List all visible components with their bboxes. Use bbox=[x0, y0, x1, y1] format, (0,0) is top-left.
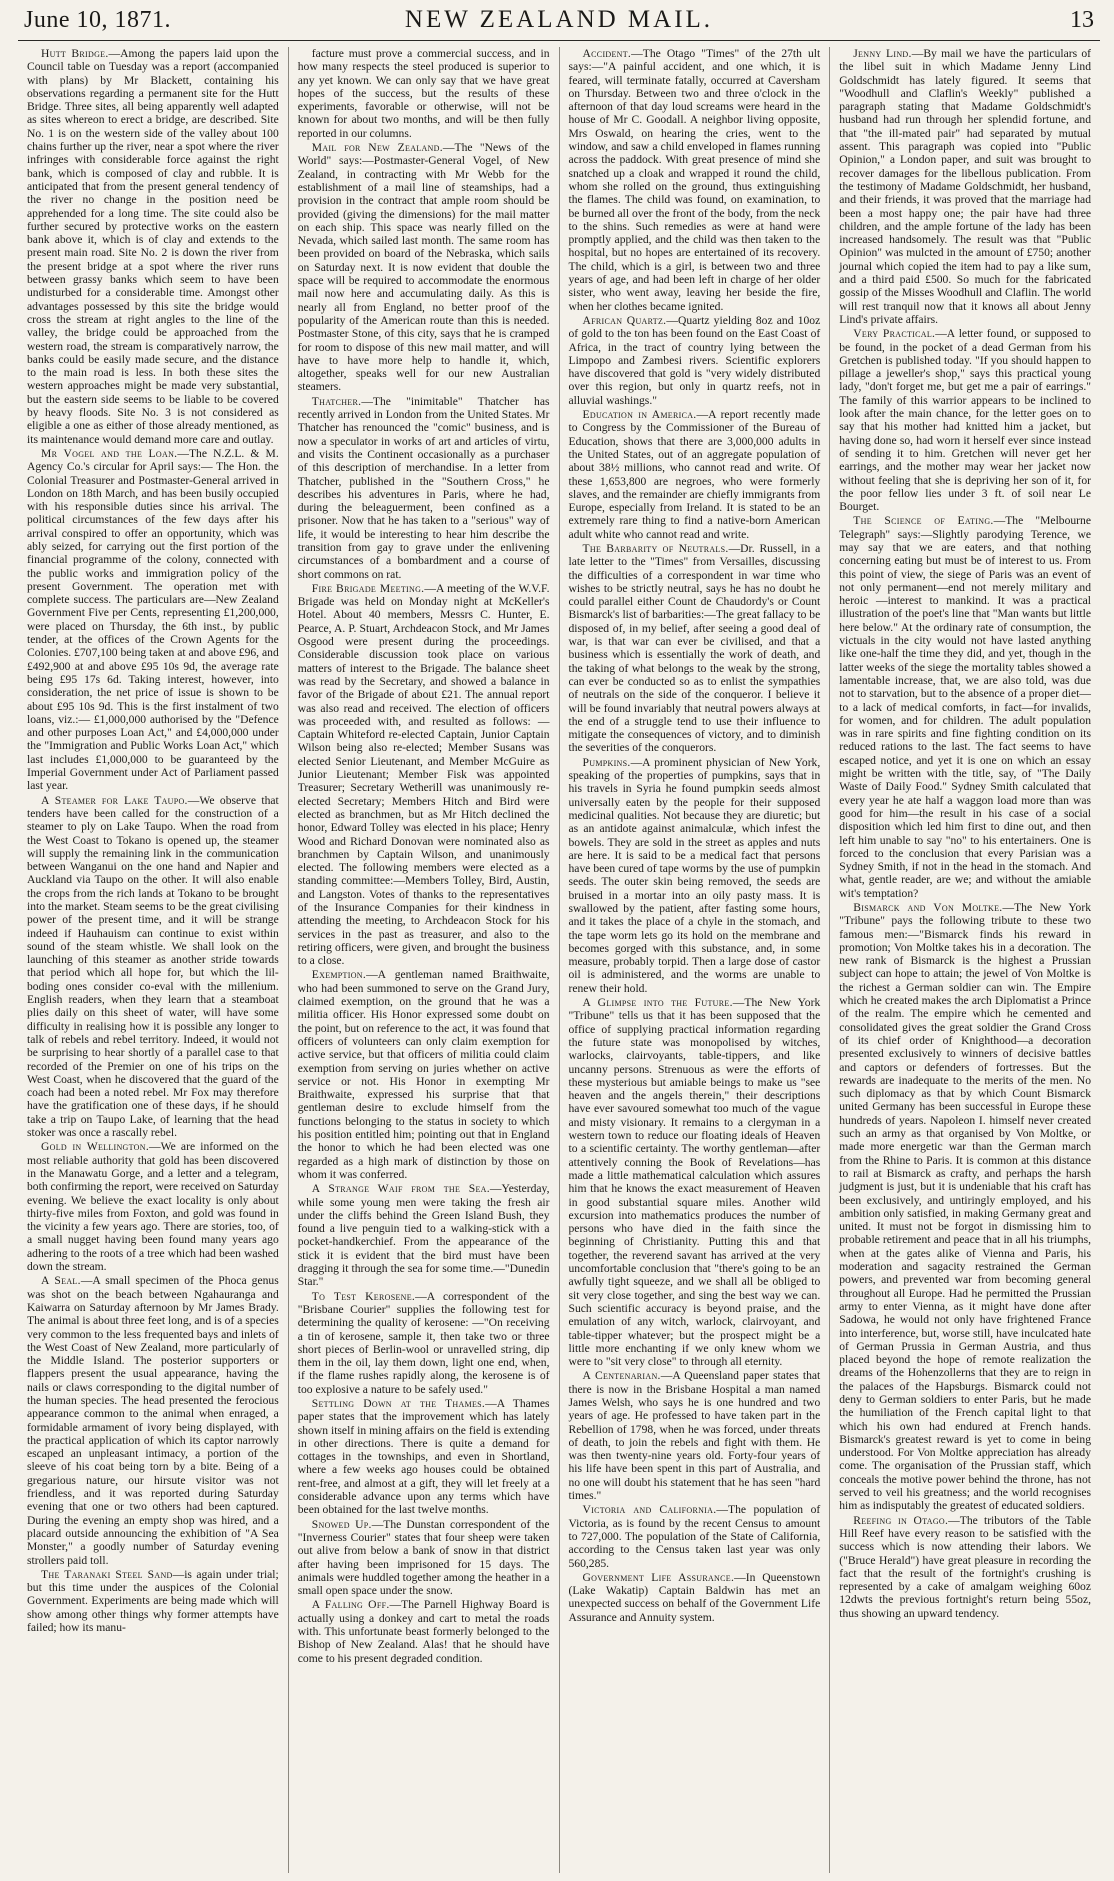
article: Education in America.—A report recently made to Congress by the Commissioner of the Bureau of Education, shows that there are 3,000,000 adults in the United States, out of an aggregate population of about 38½ millions, who cannot read and write. Of these 1,653,800 are negroes, who were formerly slaves, and the remainder are chiefly immigrants from Europe, especially from Ireland. It is stated to be an extremely rare thing to find a native-born American adult white who cannot read and write. bbox=[568, 408, 821, 541]
article-text: The Otago "Times" of the 27th ult says:—"A painful accident, and one which, it is feared, will terminate fatally, occurred at Caversham on Thursday. Between two and three o'clock in the afternoon of that day loud screams were heard in the house of Mr C. Goodall. A neighbor living opposite, Mrs Oswald, on hearing the cries, went to the window, and saw a child enveloped in flames running across the paddock. With great presence of mind she snatched up a cloak and wrapped it round the child, whom she rolled on the ground, thus extinguishing the flames. The child was found, on examination, to be burned all over the front of the body, from the neck to the shins. Such remedies as were at hand were promptly applied, and the child was then taken to the hospital, but no hopes are entertained of its recovery. The child, which is a girl, is between two and three years of age, and had been left in charge of her older sister, who went away, leaving her beside the fire, when her clothes became ignited. bbox=[568, 47, 821, 313]
article-text: The Dunstan correspondent of the "Inverness Courier" states that four sheep were taken out alive from below a bank of snow in that district after having been imprisoned for 15 days. The animals were huddled together among the heather in a small open space under the snow. bbox=[297, 1517, 550, 1598]
article-text: Quartz yielding 8oz and 10oz of gold to the ton has been found on the East Coast of Africa, in the tract of country lying between the Limpopo and Zambesi rivers. Scientific explorers have discovered that gold is "very widely distributed over this region, but only in quartz reefs, not in alluvial washings." bbox=[568, 313, 821, 407]
article: The Science of Eating.—The "Melbourne Telegraph" says:—Slightly parodying Terence, we may say that we are eaters, and that nothing concerning eating but must be of interest to us. From this point of view, the siege of Paris was an event of not only permanent—end not merely military and heroic —interest to mankind. It was a practical illustration of the poet's line that "Man wants but little here below." At the ordinary rate of consumption, the victuals in the city would not have lasted anything like one-half the time they did, and yet, though in the latter weeks of the siege the mortality tables showed a lamentable increase, that, we are also told, was due not to starvation, but to the absence of a proper diet—to a lack of medical comforts, in fact—for invalids, for women, and for children. The adult population was in rare spirits and fine fighting condition on its reduced rations to the last. The fact seems to have escaped notice, and yet it is one on which an essay might be written with the title, say, of "The Daily Waste of Daily Food." Sydney Smith calculated that every year he ate half a waggon load more than was good for him—the result in his case of a social disposition which led him first to dine out, and then left him unable to say "no" to his entertainers. One is forced to the conclusion that every Parisian was a Sydney Smith, if not in the head in the stomach. And what, gentle reader, are we; and without the amiable wit's temptation? bbox=[839, 514, 1091, 900]
text-column-1 bbox=[18, 47, 288, 1873]
article-heading: Fire Brigade Meeting. bbox=[311, 581, 425, 595]
article-heading: The Taranaki Steel Sand bbox=[41, 1567, 173, 1581]
article: Reefing in Otago.—The tributors of the Table Hill Reef have every reason to be satisfied with the success which is now attending their labors. We ("Bruce Herald") have great pleasure in recording the fact that the result of the fortnight's crushing is represented by a cake of amalgam weighing 60oz 12dwts the previous fortnight's return being 55oz, thus showing an upward tendency. bbox=[839, 1513, 1091, 1620]
article-heading: A Seal. bbox=[41, 1274, 81, 1288]
article: A Falling Off.—The Parnell Highway Board is actually using a donkey and cart to metal the roads with. This unfortunate beast formerly belonged to the Bishop of New Zealand. Alas! that he should have come to his present degraded condition. bbox=[297, 1598, 550, 1665]
article: Very Practical.—A letter found, or supposed to be found, in the pocket of a dead German from his Gretchen is published today. "If you should happen to pillage a jeweller's shop," says this practical young lady, "don't forget me, but get me a pair of earrings." The family of this warrior appears to be inclined to look after the main chance, for the letter goes on to say that his mother had knitted him a jacket, but having done so, had worn it herself ever since instead of sending it to him. Gretchen will never get her earrings, and the mother may wear her jacket now without feeling that she is depriving her son of it, for the poor fellow lies under 3 ft. of soil near Le Bourget. bbox=[839, 327, 1091, 514]
article-heading: Settling Down at the Thames. bbox=[311, 1396, 486, 1410]
article: A Strange Waif from the Sea.—Yesterday, while some young men were taking the fresh air under the cliffs behind the Green Island Bush, they found a live penguin tied to a walking-stick with a pocket-handkerchief. From the appearance of the stick it is evident that the bird must have been dragging it through the sea for some time.—"Dunedin Star." bbox=[297, 1182, 550, 1289]
article: Pumpkins.—A prominent physician of New York, speaking of the properties of pumpkins, says that in his travels in Syria he found pumpkin seeds almost universally eaten by the people for their supposed medicinal qualities. Not because they are diuretic; but as an antidote against animalculæ, which infest the bowels. They are sold in the street as apples and nuts are here. It is said to be a medical fact that persons have been cured of tape worms by the use of pumpkin seeds. The outer skin being removed, the seeds are bruised in a mortar into an oily pasty mass. It is swallowed by the patient, after fasting some hours, and it takes the place of a chyle in the stomach, and the tape worm lets go its hold on the membrane and becomes gorged with this substance, and, in some measure, probably torpid. Then a large dose of castor oil is administered, and the worms are unable to renew their hold. bbox=[568, 755, 821, 995]
article-text: The tributors of the Table Hill Reef have every reason to be satisfied with the success which is now attending their labors. We ("Bruce Herald") have great pleasure in recording the fact that the result of the fortnight's crushing is represented by a cake of amalgam weighing 60oz 12dwts the previous fortnight's return being 55oz, thus showing an upward tendency. bbox=[839, 1513, 1091, 1620]
article-heading: African Quartz. bbox=[582, 313, 667, 327]
article-heading: Thatcher. bbox=[311, 394, 362, 408]
newspaper-title: NEW ZEALAND MAIL. bbox=[404, 6, 714, 33]
article-text: A report recently made to Congress by the Commissioner of the Bureau of Education, shows that there are 3,000,000 adults in the United States, out of an aggregate population of about 38½ millions, who cannot read and write. Of these 1,653,800 are negroes, who were formerly slaves, and the remainder are chiefly immigrants from Europe, especially from Ireland. It is stated to be an extremely rare thing to find a native-born American adult white who cannot read and write. bbox=[568, 408, 821, 541]
article-text: Among the papers laid upon the Council table on Tuesday was a report (accompanied with plans) by Mr Blackett, containing his observations regarding a permanent site for the Hutt Bridge. Three sites, all being apparently well adapted as sites whereon to erect a bridge, are described. Site No. 1 is on the western side of the valley about 100 chains further up the river, near a spot where the river infringes with considerable force against the right bank, which is composed of clay and rubble. It is anticipated that from the present general tendency of the river no change in the position need be apprehended for a long time. The site could also be further secured by protective works on the eastern bank above it, which is of clay and extends to the present main road. Site No. 2 is down the river from the present bridge at a spot where the river runs between grassy banks which seem to have been undisturbed for a considerable time. Amongst other advantages possessed by this site the bridge would cross the stream at right angles to the line of the valley, the bridge could be approached from the western road, the stream is comparatively narrow, the banks could be easily made secure, and the distance to the main road is less. In both these sites the western approaches might be made very substantial, but the eastern side seems to be liable to be covered by heavy floods. Site No. 3 is not considered as eligible a one as either of those already mentioned, as its maintenance would demand more care and outlay. bbox=[27, 47, 279, 446]
article-text: A Queensland paper states that there is now in the Brisbane Hospital a man named James Welsh, who says he is one hundred and two years of age. He professed to have taken part in the Rebellion of 1798, when he was forced, under threats of death, to join the rebels and fight with them. He was then twenty-nine years old. Forty-four years of his life have been spent in this part of Australia, and no one will doubt his statement that he has seen "hard times." bbox=[568, 1369, 821, 1503]
article-heading: Very Practical. bbox=[853, 327, 936, 341]
article-heading: Pumpkins. bbox=[582, 755, 631, 769]
article-text: The "inimitable" Thatcher has recently arrived in London from the United States. Mr Thatcher has renounced the "comic" business, and is now a speculator in works of art and articles of virtu, and visits the Continent occasionally as a purchaser of this description of merchandise. In a letter from Thatcher, published in the "Southern Cross," he describes his adventures in Paris, where he had, during the beleaguerment, been confined as a prisoner. Now that he has taken to a "serious" way of life, it would be interesting to hear him describe the transition from gay to grave under the enlivening circumstances of a bombardment and a course of short commons on rat. bbox=[297, 394, 550, 581]
article-text: The N.Z.L. & M. Agency Co.'s circular for April says:— The Hon. the Colonial Treasurer and Postmaster-General arrived in London on 18th March, and has been busily occupied with his responsible duties since his arrival. The political circumstances of the few days after his arrival conspired to offer an opportunity, which was ably seized, for carrying out the first portion of the financial programme of the colony, connected with the public works and immigration policy of the present Government. The operation met with complete success. The particulars are—New Zealand Government Five per Cents, representing £1,200,000, were placed on Thursday, the 6th inst., by public tender, at the offices of the Crown Agents for the Colonies. £707,100 being taken at and above £96, and £492,900 at and above £95 10s 9d, the average rate being £95 17s 6d. Taking interest, however, into consideration, the net price of issue is shown to be about £95 10s 9d. This is the first instalment of two loans, viz.:— £1,000,000 authorised by the "Defence and other purposes Loan Act," and £4,000,000 under the "Immigration and Public Works Loan Act," which last includes £1,000,000 to be guaranteed by the Imperial Government under Act of Parliament passed last year. bbox=[27, 446, 279, 793]
article: To Test Kerosene.—A correspondent of the "Brisbane Courier" supplies the following test for determining the quality of kerosene: —"On receiving a tin of kerosene, sample it, then take two or three short pieces of Berlin-wool or unravelled string, dip them in the oil, lay them down, light one end, when, if the flame rushes rapidly along, the kerosene is of too explosive a nature to be safely used." bbox=[297, 1289, 550, 1396]
article-text: A correspondent of the "Brisbane Courier" supplies the following test for determining the quality of kerosene: —"On receiving a tin of kerosene, sample it, then take two or three short pieces of Berlin-wool or unravelled string, dip them in the oil, lay them down, light one end, when, if the flame rushes rapidly along, the kerosene is of too explosive a nature to be safely used." bbox=[297, 1289, 550, 1396]
article bbox=[298, 47, 550, 140]
article-text: The population of Victoria, as is found by the recent Census to amount to 727,000. The population of the State of California, according to the Census taken last year was only 560,285. bbox=[568, 1503, 821, 1570]
page-number: 13 bbox=[1070, 6, 1094, 33]
article: Accident.—The Otago "Times" of the 27th ult says:—"A painful accident, and one which, it is feared, will terminate fatally, occurred at Caversham on Thursday. Between two and three o'clock in the afternoon of that day loud screams were heard in the house of Mr C. Goodall. A neighbor living opposite, Mrs Oswald, on hearing the cries, went to the window, and saw a child enveloped in flames running across the paddock. With great presence of mind she snatched up a cloak and wrapped it round the child, whom she rolled on the ground, thus extinguishing the flames. The child was found, on examination, to be burned all over the front of the body, from the neck to the shins. Such remedies as were at hand were promptly applied, and the child was then taken to the hospital, but no hopes are entertained of its recovery. The child, which is a girl, is between two and three years of age, and had been left in charge of her older sister, who went away, leaving her beside the fire, when her clothes became ignited. bbox=[568, 47, 821, 313]
article-heading: Hutt Bridge. bbox=[41, 47, 109, 60]
article: Mr Vogel and the Loan.—The N.Z.L. & M. Agency Co.'s circular for April says:— The Hon. the Colonial Treasurer and Postmaster-General arrived in London on 18th March, and has been busily occupied with his responsible duties since his arrival. The political circumstances of the few days after his arrival conspired to offer an opportunity, which was ably seized, for carrying out the first portion of the financial programme of the colony, connected with the public works and immigration policy of the present Government. The operation met with complete success. The particulars are—New Zealand Government Five per Cents, representing £1,200,000, were placed on Thursday, the 6th inst., by public tender, at the offices of the Crown Agents for the Colonies. £707,100 being taken at and above £96, and £492,900 at and above £95 10s 9d, the average rate being £95 17s 6d. Taking interest, however, into consideration, the net price of issue is shown to be about £95 10s 9d. This is the first instalment of two loans, viz.:— £1,000,000 authorised by the "Defence and other purposes Loan Act," and £4,000,000 under the "Immigration and Public Works Loan Act," which last includes £1,000,000 to be guaranteed by the Imperial Government under Act of Parliament passed last year. bbox=[27, 446, 279, 793]
article: Gold in Wellington.—We are informed on the most reliable authority that gold has been discovered in the Manawatu Gorge, and a letter and a telegram, both confirming the report, were received on Saturday evening. We believe the exact locality is only about thirty-five miles from Foxton, and gold was found in the vicinity a few years ago. There are stories, too, of a small nugget having been found many years ago adhering to the roots of a tree which had been washed down the stream. bbox=[27, 1140, 279, 1274]
article-heading: Government Life Assurance. bbox=[582, 1570, 735, 1584]
article-text: A Thames paper states that the improvement which has lately shown itself in mining affairs on the field is extending in other directions. There is quite a demand for cottages in the townships, and even in Shortland, where a few weeks ago houses could be obtained rent-free, and almost at a gift, they will let freely at a considerable advance upon any terms which have been obtained for the last twelve months. bbox=[297, 1396, 550, 1517]
article: Hutt Bridge.—Among the papers laid upon the Council table on Tuesday was a report (accompanied with plans) by Mr Blackett, containing his observations regarding a permanent site for the Hutt Bridge. Three sites, all being apparently well adapted as sites whereon to erect a bridge, are described. Site No. 1 is on the western side of the valley about 100 chains further up the river, near a spot where the river infringes with considerable force against the right bank, which is composed of clay and rubble. It is anticipated that from the present general tendency of the river no change in the position need be apprehended for a long time. The site could also be further secured by protective works on the eastern bank above it, which is of clay and extends to the present main road. Site No. 2 is down the river from the present bridge at a spot where the river runs between grassy banks which seem to have been undisturbed for a considerable time. Amongst other advantages possessed by this site the bridge would cross the stream at right angles to the line of the valley, the bridge could be approached from the western road, the stream is comparatively narrow, the banks could be easily made secure, and the distance to the main road is less. In both these sites the western approaches might be made very substantial, but the eastern side seems to be liable to be covered by heavy floods. Site No. 3 is not considered as eligible a one as either of those already mentioned, as its maintenance would demand more care and outlay. bbox=[27, 47, 279, 446]
article: Fire Brigade Meeting.—A meeting of the W.V.F. Brigade was held on Monday night at McKeller's Hotel. About 40 members, Messrs C. Hunter, E. Pearce, A. P. Stuart, Archdeacon Stock, and Mr James Osgood were present during the proceedings. Considerable discussion took place on various matters of interest to the Brigade. The balance sheet was read by the Secretary, and showed a balance in favor of the Brigade of about £21. The annual report was also read and received. The election of officers was proceeded with, and resulted as follows: —Captain Whiteford re-elected Captain, Junior Captain Wilson being also re-elected; Member Susans was elected Senior Lieutenant, and Member McGuire as Junior Lieutenant; Member Fisk was appointed Treasurer; Secretary Wetherill was unanimously re-elected Secretary; Members Hitch and Bird were elected as branchmen, but as Mr Hitch declined the honor, Edward Tolley was elected in his place; Henry Wood and Richard Donovan were nominated also as branchmen by Captain Wilson, and unanimously elected. The following members were elected as a standing committee:—Members Tolley, Bird, Austin, and Langston. Votes of thanks to the representatives of the Insurance Companies for their kindness in attending the meeting, to Archdeacon Stock for his services in the past as treasurer, and also to the retiring officers, were given, and brought the business to a close. bbox=[297, 581, 550, 968]
article-text: Dr. Russell, in a late letter to the "Times" from Versailles, discussing the difficulties of a correspondent in war time who wishes to be strictly neutral, says he has no doubt he could parallel either Count de Chaudordy's or Count Bismarck's list of barbarities:—The great fallacy to be disposed of, in my belief, after seeing a good deal of war, is that war can ever be civilised, and that a business which is essentially the work of death, and the taking of what belongs to the weak by the strong, can ever be conducted so as to enlist the sympathies of neutrals on the side of the conqueror. I believe it will be found invariably that neutral powers always at the end of a struggle tend to use their influence to mitigate the consequences of victory, and to diminish the severities of the conquerors. bbox=[568, 541, 821, 755]
article-text: The New York "Tribune" tells us that it has been supposed that the office of supplying practical information regarding the future state was monopolised by witches, warlocks, clairvoyants, table-tippers, and like uncanny persons. Strenuous as were the efforts of these mysterious but amiable beings to make us "see heaven and the angels therein," their descriptions have ever savoured somewhat too much of the vague and misty visionary. It remains to a clergyman in a western town to reduce our floating ideals of Heaven to a scientific certainty. The worthy gentleman—after attentively conning the Book of Revelations—has made a little mathematical calculation which assures him that he knows the exact measurement of Heaven in good substantial square miles. Another wild excursion into mathematics produces the number of persons who have died in the faith since the beginning of Christianity. Putting this and that together, the reverend savant has arrived at the very uncomfortable conclusion that "there's going to be an awfully tight squeeze, and we shall all be obliged to sit very close together, and sing the best way we can. Such scientific accuracy is beyond praise, and the emulation of any witch, warlock, clairvoyant, and table-tipper whatever; but the prospect might be a little more enchanting if we only knew whom we were to "sit very close" to through all eternity. bbox=[568, 996, 821, 1369]
article-heading: Mr Vogel and the Loan. bbox=[41, 446, 178, 460]
article-text: By mail we have the particulars of the libel suit in which Madame Jenny Lind Goldschmidt has lately figured. It seems that "Woodhull and Claflin's Weekly" published a paragraph stating that Madame Goldschmidt's husband had run through her splendid fortune, and that "the ill-mated pair" had separated by mutual assent. This paragraph was copied into "Public Opinion," a London paper, and suit was brought to recover damages for the libellous publication. From the testimony of Madame Goldschmidt, her husband, and their friends, it was proved that the marriage had been a most happy one; the pair have had three children, and the ample fortune of the lady has been increased handsomely. The result was that "Public Opinion" was mulcted in the amount of £750; another journal which copied the item had to pay a like sum, and a third paid £500. So much for the fabricated gossip of the Misses Woodhull and Claflin. The world will rest tranquil now that it knows all about Jenny Lind's private affairs. bbox=[839, 47, 1091, 326]
article: Victoria and California.—The population of Victoria, as is found by the recent Census to amount to 727,000. The population of the State of California, according to the Census taken last year was only 560,285. bbox=[568, 1503, 821, 1570]
text-column-4 bbox=[829, 47, 1100, 1873]
article: Bismarck and Von Moltke.—The New York "Tribune" pays the following tribute to these two famous men:—"Bismarck finds his reward in promotion; Von Moltke takes his in a decoration. The new rank of Bismarck is the highest a Prussian subject can hope to attain; the jewel of Von Moltke is the richest a German soldier can win. The Empire which he created makes the arch Diplomatist a Prince of the realm. The empire which he cemented and consolidated gives the great soldier the Grand Cross of its chief order of Knighthood—a decoration presented exclusively to winners of decisive battles and captors or defenders of fortresses. But the rewards are inadequate to the merits of the men. No such diplomacy as that by which Count Bismarck united Germany has been successful in Europe these hundreds of years. Napoleon I. himself never created such an army as that organised by Von Moltke, or made more energetic war than the German march from the Rhine to Paris. It is common at this distance to rail at Bismarck as crafty, and perhaps the harsh judgment is just, but it is undeniable that his craft has been exclusively, and untiringly employed, and his ambition only satisfied, in making Germany great and united. It must not be forgot in dismissing him to probable retirement and peace that in all his triumphs, when at the gates alike of Vienna and Paris, his moderation and sagacity restrained the German powers, and prevented war from becoming general throughout all Europe. Had he permitted the Prussian army to enter Vienna, as it might have done after Sadowa, he would not only have frightened France into interference, but, worse still, have inculcated hate of German Prussia in German Austria, and thus placed beyond the hope of remote realization the dreams of the Hohenzollerns that they are to reign in the palaces of the Hapsburgs. Bismarck could not deny to German soldiers to enter Paris, but he made the humiliation of the French capital light to that which his own had endured at French hands. Bismarck's greatest reward is yet to come in being understood. For Von Moltke appreciation has already come. The organisation of the Prussian staff, which conceals the motive power behind the throne, has not served to veil his greatness; and the world recognises him as indisputably the greatest of educated soldiers. bbox=[839, 901, 1091, 1513]
article-heading: Reefing in Otago. bbox=[853, 1513, 949, 1527]
article-heading: Exemption. bbox=[311, 968, 367, 982]
article-heading: Jenny Lind. bbox=[853, 47, 912, 60]
masthead bbox=[18, 0, 1100, 41]
article-heading: Victoria and California. bbox=[582, 1503, 717, 1517]
article-text: In Queenstown (Lake Wakatip) Captain Baldwin has met an unexpected success on behalf of the Government Life Assurance and Annuity system. bbox=[568, 1570, 821, 1624]
article-text: facture must prove a commercial success, and in how many respects the steel produced is superior to any yet known. We can only say that we have great hopes of the success, but the results of these experiments, favorable or otherwise, will not be known for about two months, and will be then fully reported in our columns. bbox=[297, 47, 550, 140]
article-heading: Mail for New Zealand. bbox=[311, 141, 443, 155]
article-heading: The Barbarity of Neutrals. bbox=[582, 541, 729, 555]
article: Snowed Up.—The Dunstan correspondent of the "Inverness Courier" states that four sheep were taken out alive from below a bank of snow in that district after having been imprisoned for 15 days. The animals were huddled together among the heather in a small open space under the snow. bbox=[297, 1517, 550, 1598]
article-text: We are informed on the most reliable authority that gold has been discovered in the Manawatu Gorge, and a letter and a telegram, both confirming the report, were received on Saturday evening. We believe the exact locality is only about thirty-five miles from Foxton, and gold was found in the vicinity a few years ago. There are stories, too, of a small nugget having been found many years ago adhering to the roots of a tree which had been washed down the stream. bbox=[27, 1140, 279, 1274]
article-text: A prominent physician of New York, speaking of the properties of pumpkins, says that in his travels in Syria he found pumpkin seeds almost universally eaten by the people for their supposed medicinal qualities. Not because they are diuretic; but as an antidote against animalculæ, which infest the bowels. They are sold in the street as apples and nuts are here. It is said to be a medical fact that persons have been cured of tape worms by the use of pumpkin seeds. The outer skin being removed, the seeds are bruised in a mortar into an oily pasty mass. It is swallowed by the patient, after fasting some hours, and it takes the place of a chyle in the stomach, and the tape worm lets go its hold on the membrane and becomes gorged with this substance, and, in some measure, probably torpid. Then a large dose of castor oil is administered, and the worms are unable to renew their hold. bbox=[568, 755, 821, 995]
article-heading: A Glimpse into the Future. bbox=[582, 996, 733, 1010]
text-column-2 bbox=[288, 47, 559, 1873]
article: A Steamer for Lake Taupo.—We observe that tenders have been called for the construction of a steamer to ply on Lake Taupo. When the road from the West Coast to Tokano is opened up, the steamer will supply the remaining link in the communication between Wanganui on the one hand and Napier and Auckland via Taupo on the other. It will also enable the crops from the rich lands at Tokano to be brought into the market. Steam seems to be the great civilising power of the present time, and it will be strange indeed if Hauhauism can continue to exist within sound of the steam whistle. We shall look on the launching of this steamer as another stride towards that period which all hope for, but which the lil-boding ones consider co-eval with the millenium. English readers, when they learn that a steamboat plies daily on this sheet of water, will have some difficulty in realising how it is possible any longer to talk of rebels and rebel territory. Indeed, it would not be surprising to hear shortly of a parallel case to that recorded of the Premier on one of his trips on the West Coast, when he discovered that the guard of the coach had been a noted rebel. Mr Fox may therefore have the gratification one of these days, if he should take a trip on Taupo Lake, of learning that the head stoker was once a rascally rebel. bbox=[27, 793, 279, 1140]
article-heading: Education in America. bbox=[582, 408, 697, 422]
issue-date: June 10, 1871. bbox=[24, 6, 171, 33]
article: Government Life Assurance.—In Queenstown (Lake Wakatip) Captain Baldwin has met an unexpected success on behalf of the Government Life Assurance and Annuity system. bbox=[568, 1570, 821, 1624]
article-heading: A Steamer for Lake Taupo. bbox=[41, 793, 188, 807]
article-heading: Snowed Up. bbox=[311, 1517, 372, 1531]
article-heading: Gold in Wellington. bbox=[41, 1140, 150, 1154]
article: Jenny Lind.—By mail we have the particulars of the libel suit in which Madame Jenny Lind Goldschmidt has lately figured. It seems that "Woodhull and Claflin's Weekly" published a paragraph stating that Madame Goldschmidt's husband had run through her splendid fortune, and that "the ill-mated pair" had separated by mutual assent. This paragraph was copied into "Public Opinion," a London paper, and suit was brought to recover damages for the libellous publication. From the testimony of Madame Goldschmidt, her husband, and their friends, it was proved that the marriage had been a most happy one; the pair have had three children, and the ample fortune of the lady has been increased handsomely. The result was that "Public Opinion" was mulcted in the amount of £750; another journal which copied the item had to pay a like sum, and a third paid £500. So much for the fabricated gossip of the Misses Woodhull and Claflin. The world will rest tranquil now that it knows all about Jenny Lind's private affairs. bbox=[839, 47, 1091, 326]
article-heading: The Science of Eating. bbox=[853, 514, 994, 528]
article-heading: A Falling Off. bbox=[311, 1598, 390, 1612]
article-text: A small specimen of the Phoca genus was shot on the beach between Ngahauranga and Kaiwarra on Saturday afternoon by Mr James Brady. The animal is about three feet long, and is of a species very common to the less frequented bays and inlets of the West Coast of New Zealand, more particularly of the Middle Island. The posterior supporters or flappers present the usual appearance, having the nails or claws corresponding to the digital number of the human species. The head presented the ferocious appearance common to the animal when enraged, a formidable armament of ivory being displayed, with the practical application of which its captor narrowly escaped an unpleasant intimacy, a portion of the sleeve of his coat being torn by a bite. Being of a gregarious nature, our hirsute visitor was not friendless, and it was reported during Saturday evening that one or two others had been captured. During the evening an empty shop was hired, and a placard outside announcing the exhibition of "A Sea Monster," a goodly number of Saturday evening strollers paid toll. bbox=[27, 1274, 279, 1567]
text-column-3 bbox=[559, 47, 830, 1873]
article: A Glimpse into the Future.—The New York "Tribune" tells us that it has been supposed that the office of supplying practical information regarding the future state was monopolised by witches, warlocks, clairvoyants, table-tippers, and like uncanny persons. Strenuous as were the efforts of these mysterious but amiable beings to make us "see heaven and the angels therein," their descriptions have ever savoured somewhat too much of the vague and misty visionary. It remains to a clergyman in a western town to reduce our floating ideals of Heaven to a scientific certainty. The worthy gentleman—after attentively conning the Book of Revelations—has made a little mathematical calculation which assures him that he knows the exact measurement of Heaven in good substantial square miles. Another wild excursion into mathematics produces the number of persons who have died in the faith since the beginning of Christianity. Putting this and that together, the reverend savant has arrived at the very uncomfortable conclusion that "there's going to be an awfully tight squeeze, and we shall all be obliged to sit very close together, and sing the best way we can. Such scientific accuracy is beyond praise, and the emulation of any witch, warlock, clairvoyant, and table-tipper whatever; but the prospect might be a little more enchanting if we only knew whom we were to "sit very close" to through all eternity. bbox=[568, 996, 821, 1369]
article-text: Yesterday, while some young men were taking the fresh air under the cliffs behind the Green Island Bush, they found a live penguin tied to a walking-stick with a pocket-handkerchief. From the appearance of the stick it is evident that the bird must have been dragging it through the sea for some time.—"Dunedin Star." bbox=[297, 1182, 550, 1289]
article-text: is again under trial; but this time under the auspices of the Colonial Government. Experiments are being made which will show among other things why former attempts have failed; how its manu- bbox=[27, 1567, 279, 1635]
article: A Centenarian.—A Queensland paper states that there is now in the Brisbane Hospital a man named James Welsh, who says he is one hundred and two years of age. He professed to have taken part in the Rebellion of 1798, when he was forced, under threats of death, to join the rebels and fight with them. He was then twenty-nine years old. Forty-four years of his life have been spent in this part of Australia, and no one will doubt his statement that he has seen "hard times." bbox=[568, 1369, 821, 1503]
article-heading: A Strange Waif from the Sea. bbox=[311, 1182, 490, 1196]
article-text: The New York "Tribune" pays the following tribute to these two famous men:—"Bismarck finds his reward in promotion; Von Moltke takes his in a decoration. The new rank of Bismarck is the highest a Prussian subject can hope to attain; the jewel of Von Moltke is the richest a German soldier can win. The Empire which he created makes the arch Diplomatist a Prince of the realm. The empire which he cemented and consolidated gives the great soldier the Grand Cross of its chief order of Knighthood—a decoration presented exclusively to winners of decisive battles and captors or defenders of fortresses. But the rewards are inadequate to the merits of the men. No such diplomacy as that by which Count Bismarck united Germany has been successful in Europe these hundreds of years. Napoleon I. himself never created such an army as that organised by Von Moltke, or made more energetic war than the German march from the Rhine to Paris. It is common at this distance to rail at Bismarck as crafty, and perhaps the harsh judgment is just, but it is undeniable that his craft has been exclusively, and untiringly employed, and his ambition only satisfied, in making Germany great and united. It must not be forgot in dismissing him to probable retirement and peace that in all his triumphs, when at the gates alike of Vienna and Paris, his moderation and sagacity restrained the German powers, and prevented war from becoming general throughout all Europe. Had he permitted the Prussian army to enter Vienna, as it might have done after Sadowa, he would not only have frightened France into interference, but, worse still, have inculcated hate of German Prussia in German Austria, and thus placed beyond the hope of remote realization the dreams of the Hohenzollerns that they are to reign in the palaces of the Hapsburgs. Bismarck could not deny to German soldiers to enter Paris, but he made the humiliation of the French capital light to that which his own had endured at French hands. Bismarck's greatest reward is yet to come in being understood. For Von Moltke appreciation has already come. The organisation of the Prussian staff, which conceals the motive power behind the throne, has not served to veil his greatness; and the world recognises him as indisputably the greatest of educated soldiers. bbox=[839, 901, 1091, 1513]
article-heading: Bismarck and Von Moltke. bbox=[853, 901, 1003, 914]
article-heading: Accident. bbox=[582, 47, 632, 60]
article-text: The Parnell Highway Board is actually using a donkey and cart to metal the roads with. This unfortunate beast formerly belonged to the Bishop of New Zealand. Alas! that he should have come to his present degraded condition. bbox=[297, 1598, 550, 1665]
article-heading: To Test Kerosene. bbox=[311, 1289, 416, 1303]
article-text: A letter found, or supposed to be found, in the pocket of a dead German from his Gretchen is published today. "If you should happen to pillage a jeweller's shop," says this practical young lady, "don't forget me, but get me a pair of earrings." The family of this warrior appears to be inclined to look after the main chance, for the letter goes on to say that his mother had knitted him a jacket, but having done so, had worn it herself ever since instead of sending it to him. Gretchen will never get her earrings, and the mother may wear her jacket now without feeling that she is depriving her son of it, for the poor fellow lies under 3 ft. of soil near Le Bourget. bbox=[839, 327, 1091, 514]
article-columns bbox=[18, 47, 1100, 1873]
article-text: The "Melbourne Telegraph" says:—Slightly parodying Terence, we may say that we are eaters, and that nothing concerning eating but must be of interest to us. From this point of view, the siege of Paris was an event of not only permanent—end not merely military and heroic —interest to mankind. It was a practical illustration of the poet's line that "Man wants but little here below." At the ordinary rate of consumption, the victuals in the city would not have lasted anything like one-half the time they did, and yet, though in the latter weeks of the siege the mortality tables showed a lamentable increase, that, we are also told, was due not to starvation, but to the absence of a proper diet—to a lack of medical comforts, in fact—for invalids, for women, and for children. The adult population was in rare spirits and fine fighting condition on its reduced rations to the last. The fact seems to have escaped notice, and yet it is one on which an essay might be written with the title, say, of "The Daily Waste of Daily Food." Sydney Smith calculated that every year he ate half a waggon load more than was good for him—the result in his case of a social disposition which led him first to dine out, and then left him unable to say "no" to his entertainers. One is forced to the conclusion that every Parisian was a Sydney Smith, if not in the head in the stomach. And what, gentle reader, are we; and without the amiable wit's temptation? bbox=[839, 514, 1091, 900]
article: A Seal.—A small specimen of the Phoca genus was shot on the beach between Ngahauranga and Kaiwarra on Saturday afternoon by Mr James Brady. The animal is about three feet long, and is of a species very common to the less frequented bays and inlets of the West Coast of New Zealand, more particularly of the Middle Island. The posterior supporters or flappers present the usual appearance, having the nails or claws corresponding to the digital number of the human species. The head presented the ferocious appearance common to the animal when enraged, a formidable armament of ivory being displayed, with the practical application of which its captor narrowly escaped an unpleasant intimacy, a portion of the sleeve of his coat being torn by a bite. Being of a gregarious nature, our hirsute visitor was not friendless, and it was reported during Saturday evening that one or two others had been captured. During the evening an empty shop was hired, and a placard outside announcing the exhibition of "A Sea Monster," a goodly number of Saturday evening strollers paid toll. bbox=[27, 1274, 279, 1567]
article-text: A gentleman named Braithwaite, who had been summoned to serve on the Grand Jury, claimed exemption, on the ground that he was a militia officer. His Honor expressed some doubt on the point, but on reference to the act, it was found that officers of volunteers can only claim exemption for active service, but that officers of militia could claim exemption from serving on juries whether on active service or not. His Honor in exempting Mr Braithwaite, expressed his surprise that that gentleman desire to exclude himself from the functions belonging to the status in society to which his position entitled him; pointing out that in England the honor to which he had been elected was one regarded as a high mark of distinction by those on whom it was conferred. bbox=[297, 968, 550, 1181]
article-heading: A Centenarian. bbox=[582, 1369, 661, 1383]
article: Settling Down at the Thames.—A Thames paper states that the improvement which has lately shown itself in mining affairs on the field is extending in other directions. There is quite a demand for cottages in the townships, and even in Shortland, where a few weeks ago houses could be obtained rent-free, and almost at a gift, they will let freely at a considerable advance upon any terms which have been obtained for the last twelve months. bbox=[297, 1396, 550, 1517]
article-text: The "News of the World" says:—Postmaster-General Vogel, of New Zealand, in contracting with Mr Webb for the establishment of a mail line of steamships, had a provision in the contract that ample room should be provided (giving the dimensions) for the mail matter on each ship. This space was nearly filled on the Nevada, which sailed last month. The same room has been provided on board of the Nebraska, which sails on Saturday next. It is now evident that double the space will be required to accommodate the enormous mail now here and accumulating daily. As this is nearly all from England, no better proof of the popularity of the American route than this is needed. Postmaster Stone, of this city, says that he is cramped for room to dispose of this new mail matter, and will have to have more help to handle it, which, altogether, speaks well for our new Australian steamers. bbox=[297, 141, 550, 394]
article: Exemption.—A gentleman named Braithwaite, who had been summoned to serve on the Grand Jury, claimed exemption, on the ground that he was a militia officer. His Honor expressed some doubt on the point, but on reference to the act, it was found that officers of volunteers can only claim exemption for active service, but that officers of militia could claim exemption from serving on juries whether on active service or not. His Honor in exempting Mr Braithwaite, expressed his surprise that that gentleman desire to exclude himself from the functions belonging to the status in society to which his position entitled him; pointing out that in England the honor to which he had been elected was one regarded as a high mark of distinction by those on whom it was conferred. bbox=[297, 968, 550, 1181]
article: African Quartz.—Quartz yielding 8oz and 10oz of gold to the ton has been found on the East Coast of Africa, in the tract of country lying between the Limpopo and Zambesi rivers. Scientific explorers have discovered that gold is "very widely distributed over this region, but only in quartz reefs, not in alluvial washings." bbox=[568, 313, 821, 407]
article: Mail for New Zealand.—The "News of the World" says:—Postmaster-General Vogel, of New Zealand, in contracting with Mr Webb for the establishment of a mail line of steamships, had a provision in the contract that ample room should be provided (giving the dimensions) for the mail matter on each ship. This space was nearly filled on the Nevada, which sailed last month. The same room has been provided on board of the Nebraska, which sails on Saturday next. It is now evident that double the space will be required to accommodate the enormous mail now here and accumulating daily. As this is nearly all from England, no better proof of the popularity of the American route than this is needed. Postmaster Stone, of this city, says that he is cramped for room to dispose of this new mail matter, and will have to have more help to handle it, which, altogether, speaks well for our new Australian steamers. bbox=[297, 141, 550, 394]
article: The Barbarity of Neutrals.—Dr. Russell, in a late letter to the "Times" from Versailles, discussing the difficulties of a correspondent in war time who wishes to be strictly neutral, says he has no doubt he could parallel either Count de Chaudordy's or Count Bismarck's list of barbarities:—The great fallacy to be disposed of, in my belief, after seeing a good deal of war, is that war can ever be civilised, and that a business which is essentially the work of death, and the taking of what belongs to the weak by the strong, can ever be conducted so as to enlist the sympathies of neutrals on the side of the conqueror. I believe it will be found invariably that neutral powers always at the end of a struggle tend to use their influence to mitigate the consequences of victory, and to diminish the severities of the conquerors. bbox=[568, 541, 821, 755]
article: Thatcher.—The "inimitable" Thatcher has recently arrived in London from the United States. Mr Thatcher has renounced the "comic" business, and is now a speculator in works of art and articles of virtu, and visits the Continent occasionally as a purchaser of this description of merchandise. In a letter from Thatcher, published in the "Southern Cross," he describes his adventures in Paris, where he had, during the beleaguerment, been confined as a prisoner. Now that he has taken to a "serious" way of life, it would be interesting to hear him describe the transition from gay to grave under the enlivening circumstances of a bombardment and a course of short commons on rat. bbox=[297, 394, 550, 581]
article-text: We observe that tenders have been called for the construction of a steamer to ply on Lake Taupo. When the road from the West Coast to Tokano is opened up, the steamer will supply the remaining link in the communication between Wanganui on the one hand and Napier and Auckland via Taupo on the other. It will also enable the crops from the rich lands at Tokano to be brought into the market. Steam seems to be the great civilising power of the present time, and it will be strange indeed if Hauhauism can continue to exist within sound of the steam whistle. We shall look on the launching of this steamer as another stride towards that period which all hope for, but which the lil-boding ones consider co-eval with the millenium. English readers, when they learn that a steamboat plies daily on this sheet of water, will have some difficulty in realising how it is possible any longer to talk of rebels and rebel territory. Indeed, it would not be surprising to hear shortly of a parallel case to that recorded of the Premier on one of his trips on the West Coast, when he discovered that the guard of the coach had been a noted rebel. Mr Fox may therefore have the gratification one of these days, if he should take a trip on Taupo Lake, of learning that the head stoker was once a rascally rebel. bbox=[27, 793, 279, 1140]
article: The Taranaki Steel Sand—is again under trial; but this time under the auspices of the Colonial Government. Experiments are being made which will show among other things why former attempts have failed; how its manu- bbox=[27, 1567, 279, 1635]
article-text: A meeting of the W.V.F. Brigade was held on Monday night at McKeller's Hotel. About 40 members, Messrs C. Hunter, E. Pearce, A. P. Stuart, Archdeacon Stock, and Mr James Osgood were present during the proceedings. Considerable discussion took place on various matters of interest to the Brigade. The balance sheet was read by the Secretary, and showed a balance in favor of the Brigade of about £21. The annual report was also read and received. The election of officers was proceeded with, and resulted as follows: —Captain Whiteford re-elected Captain, Junior Captain Wilson being also re-elected; Member Susans was elected Senior Lieutenant, and Member McGuire as Junior Lieutenant; Member Fisk was appointed Treasurer; Secretary Wetherill was unanimously re-elected Secretary; Members Hitch and Bird were elected as branchmen, but as Mr Hitch declined the honor, Edward Tolley was elected in his place; Henry Wood and Richard Donovan were nominated also as branchmen by Captain Wilson, and unanimously elected. The following members were elected as a standing committee:—Members Tolley, Bird, Austin, and Langston. Votes of thanks to the representatives of the Insurance Companies for their kindness in attending the meeting, to Archdeacon Stock for his services in the past as treasurer, and also to the retiring officers, were given, and brought the business to a close. bbox=[297, 581, 550, 968]
